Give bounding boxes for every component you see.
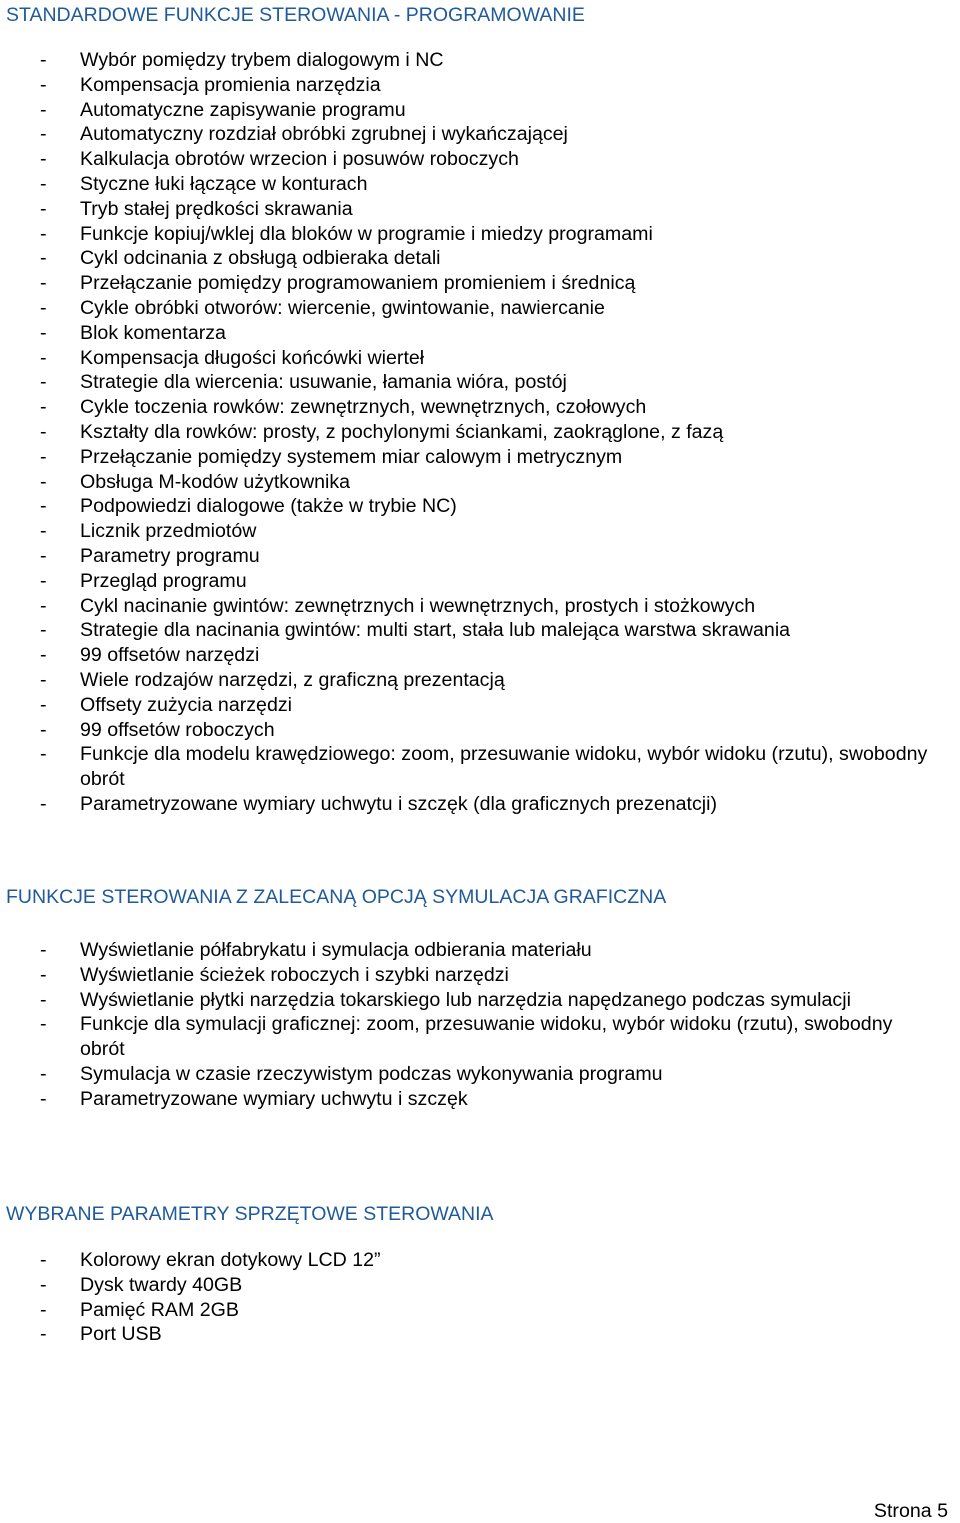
bullet-dash: -	[40, 49, 47, 71]
list-item	[0, 988, 940, 1013]
bullet-dash: -	[40, 1013, 47, 1036]
feature-list	[0, 1248, 940, 1347]
list-item-text: Funkcje dla modelu krawędziowego: zoom, przesuwanie widoku, wybór widoku (rzutu), swobodny obrót	[80, 743, 928, 791]
list-item	[0, 742, 940, 792]
list-item-text: Automatyczne zapisywanie programu	[80, 98, 406, 121]
list-item	[0, 1322, 940, 1347]
bullet-dash: -	[40, 445, 47, 468]
list-item	[0, 792, 940, 817]
list-item-text: Wyświetlanie półfabrykatu i symulacja odbierania materiału	[80, 939, 592, 961]
list-item	[0, 395, 940, 420]
bullet-dash: -	[40, 693, 47, 716]
bullet-dash: -	[40, 988, 47, 1011]
bullet-dash: -	[40, 544, 47, 567]
list-item	[0, 246, 940, 271]
list-item	[0, 519, 940, 544]
bullet-dash: -	[40, 963, 47, 986]
list-item-text: Port USB	[80, 1323, 162, 1346]
list-item	[0, 172, 940, 197]
list-item-text: Kolorowy ekran dotykowy LCD 12”	[80, 1249, 381, 1271]
list-item	[0, 569, 940, 594]
list-item-text: Parametry programu	[80, 544, 260, 567]
list-item-text: Wiele rodzajów narzędzi, z graficzną prezentacją	[80, 668, 505, 691]
bullet-dash: -	[40, 222, 47, 245]
bullet-dash: -	[40, 247, 47, 270]
bullet-dash: -	[40, 172, 47, 195]
list-item	[0, 445, 940, 470]
bullet-dash: -	[40, 1273, 47, 1296]
list-item-text: Parametryzowane wymiary uchwytu i szczęk (dla graficznych prezenatcji)	[80, 792, 718, 815]
bullet-dash: -	[40, 73, 47, 96]
list-item-text: Blok komentarza	[80, 321, 226, 344]
bullet-dash: -	[40, 743, 47, 766]
list-item-text: Offsety zużycia narzędzi	[80, 693, 292, 716]
bullet-dash: -	[40, 520, 47, 543]
bullet-dash: -	[40, 197, 47, 220]
list-item	[0, 48, 940, 73]
list-item	[0, 1273, 940, 1298]
list-item	[0, 668, 940, 693]
bullet-dash: -	[40, 619, 47, 642]
bullet-dash: -	[40, 321, 47, 344]
bullet-dash: -	[40, 1298, 47, 1321]
list-item	[0, 1087, 940, 1112]
feature-list	[0, 48, 940, 817]
list-item-text: Symulacja w czasie rzeczywistym podczas wykonywania programu	[80, 1062, 663, 1085]
list-item-text: Strategie dla wiercenia: usuwanie, łamania wióra, postój	[80, 371, 567, 394]
list-item-text: Kompensacja promienia narzędzia	[80, 73, 381, 96]
list-item	[0, 296, 940, 321]
list-item-text: Funkcje dla symulacji graficznej: zoom, przesuwanie widoku, wybór widoku (rzutu), swobodny obrót	[80, 1013, 893, 1061]
list-item	[0, 321, 940, 346]
list-item	[0, 1062, 940, 1087]
bullet-dash: -	[40, 1249, 47, 1271]
list-item	[0, 718, 940, 743]
bullet-dash: -	[40, 495, 47, 518]
list-item	[0, 122, 940, 147]
list-item	[0, 643, 940, 668]
section-heading: FUNKCJE STEROWANIA Z ZALECANĄ OPCJĄ SYMULACJA GRAFICZNA	[6, 886, 667, 908]
list-item-text: Cykle obróbki otworów: wiercenie, gwintowanie, nawiercanie	[80, 296, 605, 319]
list-item-text: Wyświetlanie płytki narzędzia tokarskiego lub narzędzia napędzanego podczas symulacji	[80, 988, 851, 1011]
list-item	[0, 346, 940, 371]
list-item	[0, 494, 940, 519]
bullet-dash: -	[40, 420, 47, 443]
list-item-text: Wyświetlanie ścieżek roboczych i szybki narzędzi	[80, 963, 509, 986]
list-item-text: Cykle toczenia rowków: zewnętrznych, wewnętrznych, czołowych	[80, 396, 647, 419]
list-item-text: Licznik przedmiotów	[80, 520, 257, 543]
bullet-dash: -	[40, 1323, 47, 1346]
list-item-text: 99 offsetów roboczych	[80, 718, 275, 741]
list-item	[0, 618, 940, 643]
feature-list	[0, 938, 940, 1112]
list-item	[0, 73, 940, 98]
list-item	[0, 1012, 940, 1062]
list-item-text: Pamięć RAM 2GB	[80, 1298, 239, 1321]
list-item	[0, 1248, 940, 1273]
bullet-dash: -	[40, 668, 47, 691]
bullet-dash: -	[40, 718, 47, 741]
list-item-text: 99 offsetów narzędzi	[80, 644, 260, 667]
list-item	[0, 271, 940, 296]
list-item-text: Funkcje kopiuj/wklej dla bloków w programie i miedzy programami	[80, 222, 653, 245]
bullet-dash: -	[40, 470, 47, 493]
list-item	[0, 222, 940, 247]
list-item	[0, 938, 940, 963]
section-heading: STANDARDOWE FUNKCJE STEROWANIA - PROGRAMOWANIE	[6, 4, 585, 26]
list-item	[0, 420, 940, 445]
list-item-text: Strategie dla nacinania gwintów: multi start, stała lub malejąca warstwa skrawania	[80, 619, 791, 642]
list-item-text: Automatyczny rozdział obróbki zgrubnej i wykańczającej	[80, 123, 568, 146]
list-item-text: Kształty dla rowków: prosty, z pochylonymi ściankami, zaokrąglone, z fazą	[80, 420, 724, 443]
list-item	[0, 544, 940, 569]
list-item-text: Cykl odcinania z obsługą odbieraka detali	[80, 247, 441, 270]
list-item-text: Dysk twardy 40GB	[80, 1273, 243, 1296]
bullet-dash: -	[40, 792, 47, 815]
list-item	[0, 98, 940, 123]
list-item-text: Cykl nacinanie gwintów: zewnętrznych i wewnętrznych, prostych i stożkowych	[80, 594, 756, 617]
page-number: Strona 5	[873, 1500, 948, 1522]
bullet-dash: -	[40, 98, 47, 121]
bullet-dash: -	[40, 272, 47, 295]
list-item-text: Parametryzowane wymiary uchwytu i szczęk	[80, 1087, 468, 1110]
bullet-dash: -	[40, 123, 47, 146]
list-item	[0, 370, 940, 395]
bullet-dash: -	[40, 644, 47, 667]
bullet-dash: -	[40, 148, 47, 171]
list-item	[0, 197, 940, 222]
bullet-dash: -	[40, 346, 47, 369]
list-item-text: Podpowiedzi dialogowe (także w trybie NC)	[80, 495, 457, 518]
bullet-dash: -	[40, 296, 47, 319]
list-item	[0, 470, 940, 495]
bullet-dash: -	[40, 939, 47, 961]
bullet-dash: -	[40, 569, 47, 592]
list-item	[0, 1298, 940, 1323]
list-item	[0, 693, 940, 718]
bullet-dash: -	[40, 1062, 47, 1085]
bullet-dash: -	[40, 594, 47, 617]
list-item-text: Kalkulacja obrotów wrzecion i posuwów roboczych	[80, 148, 519, 171]
list-item-text: Styczne łuki łączące w konturach	[80, 172, 368, 195]
list-item-text: Przegląd programu	[80, 569, 247, 592]
bullet-dash: -	[40, 396, 47, 419]
list-item-text: Obsługa M-kodów użytkownika	[80, 470, 351, 493]
list-item	[0, 594, 940, 619]
list-item-text: Przełączanie pomiędzy programowaniem promieniem i średnicą	[80, 272, 636, 295]
list-item-text: Wybór pomiędzy trybem dialogowym i NC	[80, 49, 444, 71]
list-item-text: Tryb stałej prędkości skrawania	[80, 197, 353, 220]
list-item	[0, 963, 940, 988]
bullet-dash: -	[40, 371, 47, 394]
list-item-text: Przełączanie pomiędzy systemem miar calowym i metrycznym	[80, 445, 623, 468]
list-item	[0, 147, 940, 172]
bullet-dash: -	[40, 1087, 47, 1110]
list-item-text: Kompensacja długości końcówki wierteł	[80, 346, 425, 369]
section-heading: WYBRANE PARAMETRY SPRZĘTOWE STEROWANIA	[6, 1203, 494, 1225]
